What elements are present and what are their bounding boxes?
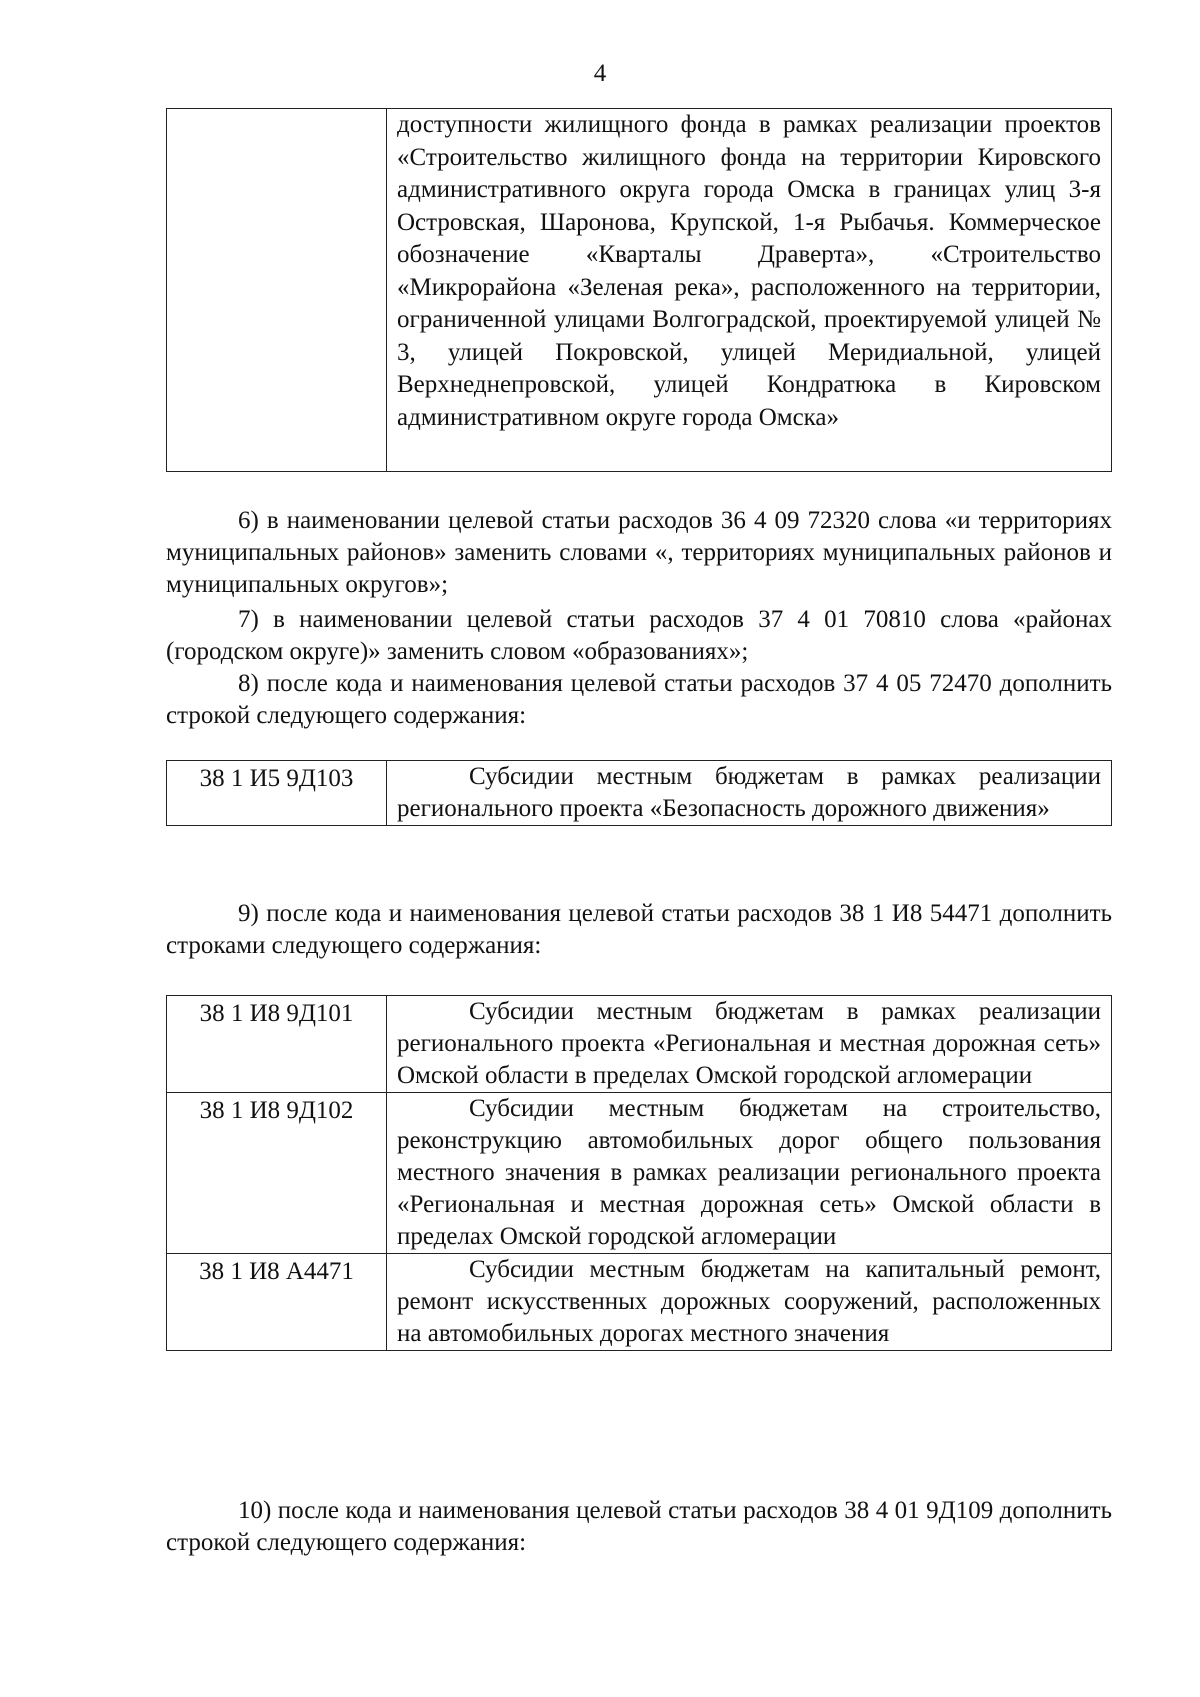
page-number: 4 <box>593 60 607 87</box>
paragraph-10: 10) после кода и наименования целевой статьи расходов 38 4 01 9Д109 дополнить строкой следующего содержания: <box>166 1497 1112 1556</box>
code-cell: 38 1 И5 9Д103 <box>167 761 387 826</box>
table-row <box>167 1093 1112 1254</box>
continuation-table <box>166 108 1112 472</box>
code-cell: 38 1 И8 9Д102 <box>167 1093 387 1254</box>
paragraph-8: 8) после кода и наименования целевой статьи расходов 37 4 05 72470 дополнить строкой следующего содержания: <box>166 670 1112 729</box>
description-cell: Субсидии местным бюджетам в рамках реализации регионального проекта «Региональная и местная дорожная сеть» Омской области в пределах Омской городской агломерации <box>387 996 1112 1093</box>
description-cell: доступности жилищного фонда в рамках реализации проектов «Строительство жилищного фонда на территории Кировского административного округа города Омска в границах улиц 3-я Островская, Шаронова, Крупской, 1-я Рыбачья. Коммерческое обозначение «Кварталы Дравертa», «Строительство «Микрорайона «Зеленая река», расположенного на территории, ограниченной улицами Волгоградской, проектируемой улицей № 3, улицей Покровской, улицей Меридиальной, улицей Верхнеднепровской, улицей Кондратюка в Кировском административном округе города Омска» <box>387 109 1112 472</box>
code-cell <box>167 109 387 472</box>
insert-table-8 <box>166 760 1112 826</box>
table-row <box>167 1254 1112 1351</box>
insert-table-9 <box>166 995 1112 1351</box>
code-cell: 38 1 И8 А4471 <box>167 1254 387 1351</box>
code-cell: 38 1 И8 9Д101 <box>167 996 387 1093</box>
description-cell: Субсидии местным бюджетам на капитальный ремонт, ремонт искусственных дорожных сооружений, расположенных на автомобильных дорогах местного значения <box>387 1254 1112 1351</box>
table-row <box>167 996 1112 1093</box>
paragraph-7: 7) в наименовании целевой статьи расходов 37 4 01 70810 слова «районах (городском округе)» заменить словом «образованиях»; <box>166 606 1112 665</box>
table-row <box>167 761 1112 826</box>
paragraph-9: 9) после кода и наименования целевой статьи расходов 38 1 И8 54471 дополнить строками следующего содержания: <box>166 900 1112 959</box>
table-row <box>167 109 1112 472</box>
paragraph-6: 6) в наименовании целевой статьи расходов 36 4 09 72320 слова «и территориях муниципальных районов» заменить словами «, территориях муниципальных районов и муниципальных округов»; <box>166 507 1112 598</box>
description-cell: Субсидии местным бюджетам в рамках реализации регионального проекта «Безопасность дорожного движения» <box>387 761 1112 826</box>
description-cell: Субсидии местным бюджетам на строительство, реконструкцию автомобильных дорог общего пользования местного значения в рамках реализации регионального проекта «Региональная и местная дорожная сеть» Омской области в пределах Омской городской агломерации <box>387 1093 1112 1254</box>
